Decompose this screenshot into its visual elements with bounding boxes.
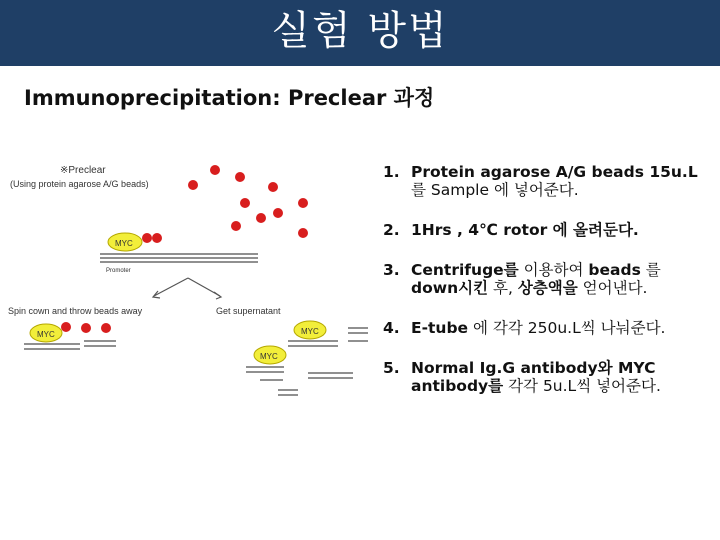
header-bar (0, 0, 720, 66)
promoter-label: Promoter (106, 268, 131, 274)
page-title: 실험 방법 (271, 8, 449, 54)
supernatant-complex (246, 321, 368, 395)
supernatant-label: Get supernatant (216, 306, 281, 316)
svg-text:MYC: MYC (260, 352, 278, 361)
diagram-title: ※Preclear (60, 165, 106, 176)
step-1: 1. Protein agarose A/G beads 15u.L 를 Sample 에 넣어준다. (383, 163, 698, 199)
diagram-note: (Using protein agarose A/G beads) (10, 179, 149, 189)
step-4: 4. E-tube 에 각각 250u.L씩 나눠준다. (383, 319, 666, 337)
branch-arrows (153, 278, 221, 299)
section-subtitle: Immunoprecipitation: Preclear 과정 (24, 86, 435, 110)
pellet-complex (24, 322, 116, 349)
myc-label-top: MYC (115, 239, 133, 248)
step-5: 5. Normal Ig.G antibody와 MYC antibody를 각각 5u.L씩 넣어준다. (383, 359, 661, 395)
step-2: 2. 1Hrs , 4℃ rotor 에 올려둔다. (383, 221, 639, 239)
myc-dna-complex-top (100, 233, 258, 274)
procedure-steps (383, 163, 713, 395)
svg-text:MYC: MYC (301, 327, 319, 336)
svg-text:MYC: MYC (37, 330, 55, 339)
step-3: 3. Centrifuge를 이용하여 beads 를 down시킨 후, 상층액을 얻어낸다. (383, 261, 661, 297)
preclear-diagram (8, 158, 380, 408)
free-beads (188, 165, 308, 238)
spin-label: Spin cown and throw beads away (8, 306, 143, 316)
